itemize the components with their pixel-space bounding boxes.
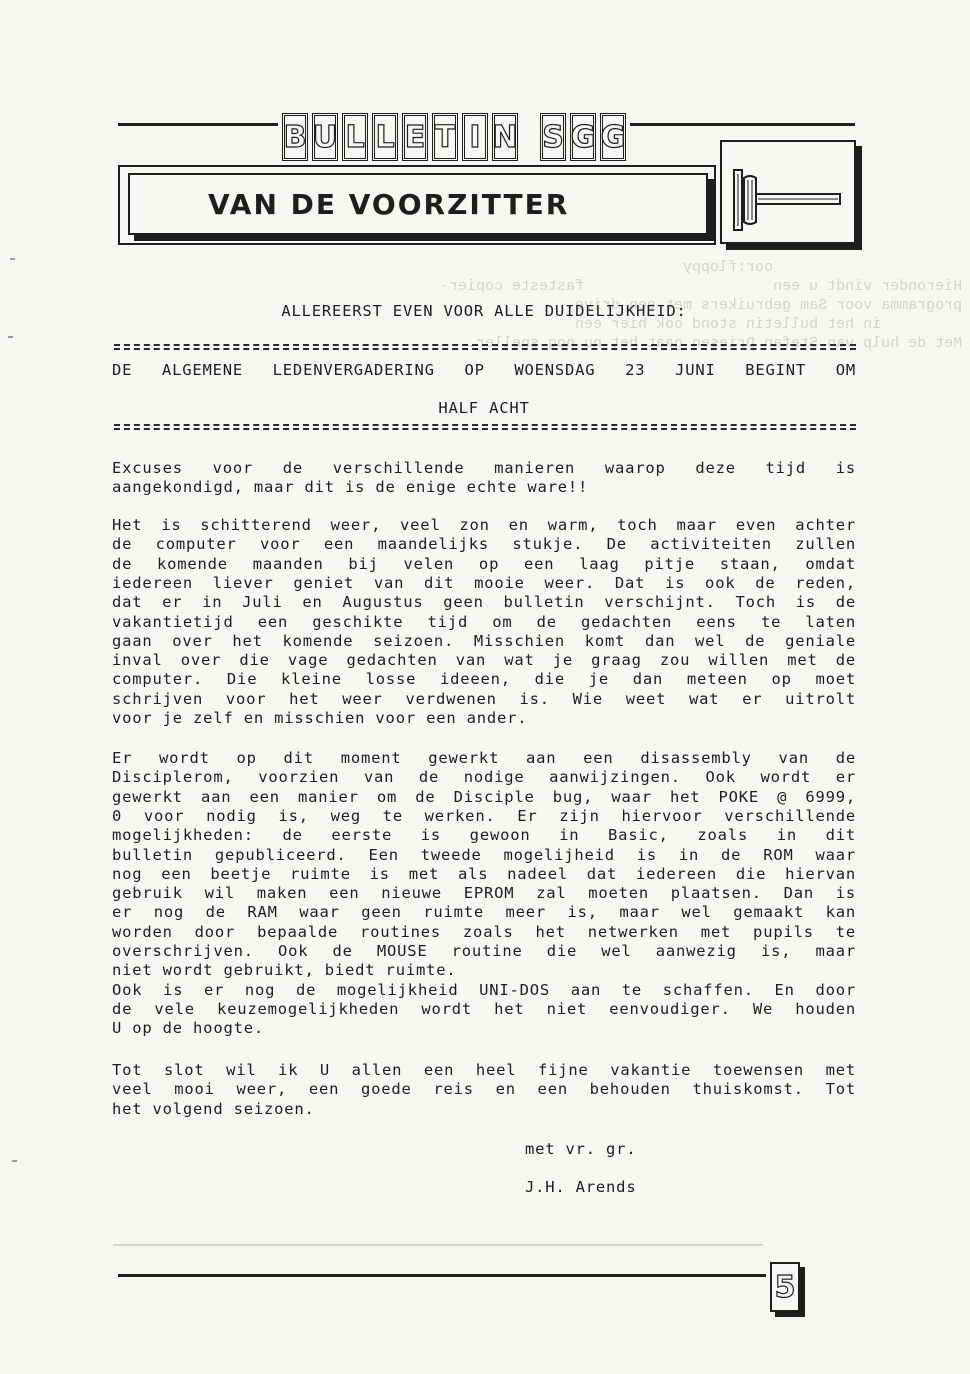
title-frame — [118, 165, 716, 245]
announcement-line-1: DE ALGEMENE LEDENVERGADERING OP WOENSDAG 23 JUNI BEGINT OM — [112, 361, 856, 379]
paragraph-3-line: overschrijven. Ook de MOUSE routine die wel aanwezig is, maar — [112, 942, 856, 960]
banner-letter: G — [600, 113, 626, 161]
banner-letter: T — [432, 113, 458, 161]
banner-letter: U — [312, 113, 338, 161]
page-number: 5 — [770, 1262, 800, 1312]
banner-letter: G — [570, 113, 596, 161]
intro-line: ALLEREERST EVEN VOOR ALLE DUIDELIJKHEID: — [281, 302, 687, 320]
paragraph-2-line: gaan over het komende seizoen. Misschien komt dan wel de geniale — [112, 631, 856, 650]
paragraph-3-line: gebruik wil maken een nieuwe EPROM zal moeten plaatsen. Dan is — [112, 884, 856, 903]
double-rule-top — [114, 344, 856, 351]
paragraph-1-line: aangekondigd, maar dit is de enige echte ware!! — [112, 478, 589, 497]
page-title: VAN DE VOORZITTER — [208, 187, 570, 221]
gavel-frame — [720, 140, 856, 244]
paragraph-3-line: worden door bepaalde routines zoals het netwerken met pupils te — [112, 922, 856, 941]
paragraph-3-line: 0 voor nodig is, weg te werken. Er zijn hiervoor verschillende — [112, 806, 856, 825]
paragraph-3-line: bulletin gepubliceerd. Een tweede mogelijheid is in de ROM waar — [112, 845, 856, 864]
margin-mark — [8, 336, 13, 338]
paragraph-2-line: dat er in Juli en Augustus geen bulletin verschijnt. Toch is de — [112, 593, 856, 612]
paragraph-4-line: het volgend seizoen. — [112, 1099, 315, 1118]
paragraph-2-line: computer. Die kleine losse ideeen, die je dan meteen op moet — [112, 670, 856, 689]
paragraph-3-line: er nog de RAM waar geen ruimte meer is, maar wel gemaakt kan — [112, 903, 856, 922]
title-inner-box — [128, 173, 708, 235]
paragraph-3-line: mogelijkheden: de eerste is gewoon in Basic, zoals in dit — [112, 826, 856, 845]
paragraph-2-line: de computer voor een maandelijks stukje. De activiteiten zullen — [112, 535, 856, 554]
paragraph-2-line: voor je zelf en misschien voor een ander. — [112, 709, 528, 727]
double-rule-bottom — [114, 424, 856, 431]
paragraph-2-line: iedereen liever geniet van dit mooie weer. Dat is ook de reden, — [112, 573, 856, 592]
paragraph-3-line: nog een beetje ruimte is met als nadeel dat iedereen die hiervan — [112, 864, 856, 883]
footer-faint-rule — [113, 1244, 763, 1246]
paragraph-3-line: gewerkt aan een manier om de Disciple bug, waar het POKE @ 6999, — [112, 787, 856, 806]
paragraph-1-line: Excuses voor de verschillende manieren waarop deze tijd is — [112, 459, 856, 477]
banner-letter: S — [540, 113, 566, 161]
paragraph-2-line: de komende maanden bij velen op een laag pitje staan, omdat — [112, 554, 856, 573]
margin-mark — [12, 1160, 17, 1162]
announcement-line-2: HALF ACHT — [438, 399, 530, 417]
paragraph-4-line: Tot slot wil ik U allen een heel fijne vakantie toewensen met — [112, 1061, 856, 1079]
paragraph-2-line: inval over die vage gedachten van wat je graag zou willen met de — [112, 651, 856, 670]
bulletin-sgg-banner — [278, 113, 630, 165]
paragraph-3-line: U op de hoogte. — [112, 1019, 264, 1038]
footer-rule — [118, 1274, 766, 1277]
paragraph-2-line: vakantietijd een geschikte tijd om de gedachten eens te laten — [112, 612, 856, 631]
banner-letter: E — [402, 113, 428, 161]
paragraph-3-line: Ook is er nog de mogelijkheid UNI-DOS aan te schaffen. En door — [112, 980, 856, 999]
paragraph-3-line: de vele keuzemogelijkheden wordt het niet eenvoudiger. We houden — [112, 999, 856, 1018]
paragraph-4-line: veel mooi weer, een goede reis en een behouden thuiskomst. Tot — [112, 1080, 856, 1099]
banner-letter: B — [282, 113, 308, 161]
margin-mark — [10, 258, 15, 260]
bleed-through: oor:floppy Hieronder vindt u een fasteste copier- programma voor Sam gebruikers met een drive. in het bulletin stond ook hier een Met de hulp van Stefan Driesen gaat het nu nog sneller. — [440, 259, 963, 352]
banner-letter: I — [462, 113, 488, 161]
paragraph-2-line: Het is schitterend weer, veel zon en warm, toch maar even achter — [112, 516, 856, 534]
paragraph-3-line: Disciplerom, voorzien van de nodige aanwijzingen. Ook wordt er — [112, 768, 856, 787]
paragraph-3-line: niet wordt gebruikt, biedt ruimte. — [112, 961, 457, 980]
signature: J.H. Arends — [525, 1178, 637, 1196]
paragraph-2-line: schrijven voor het weer verdwenen is. Wie weet wat er uitrolt — [112, 689, 856, 708]
banner-letter: L — [372, 113, 398, 161]
banner-letter: L — [342, 113, 368, 161]
banner-gap — [522, 113, 536, 165]
gavel-icon — [732, 164, 844, 236]
banner-letter: N — [492, 113, 518, 161]
paragraph-3-line: Er wordt op dit moment gewerkt aan een disassembly van de — [112, 749, 856, 767]
closing-greeting: met vr. gr. — [525, 1140, 637, 1158]
